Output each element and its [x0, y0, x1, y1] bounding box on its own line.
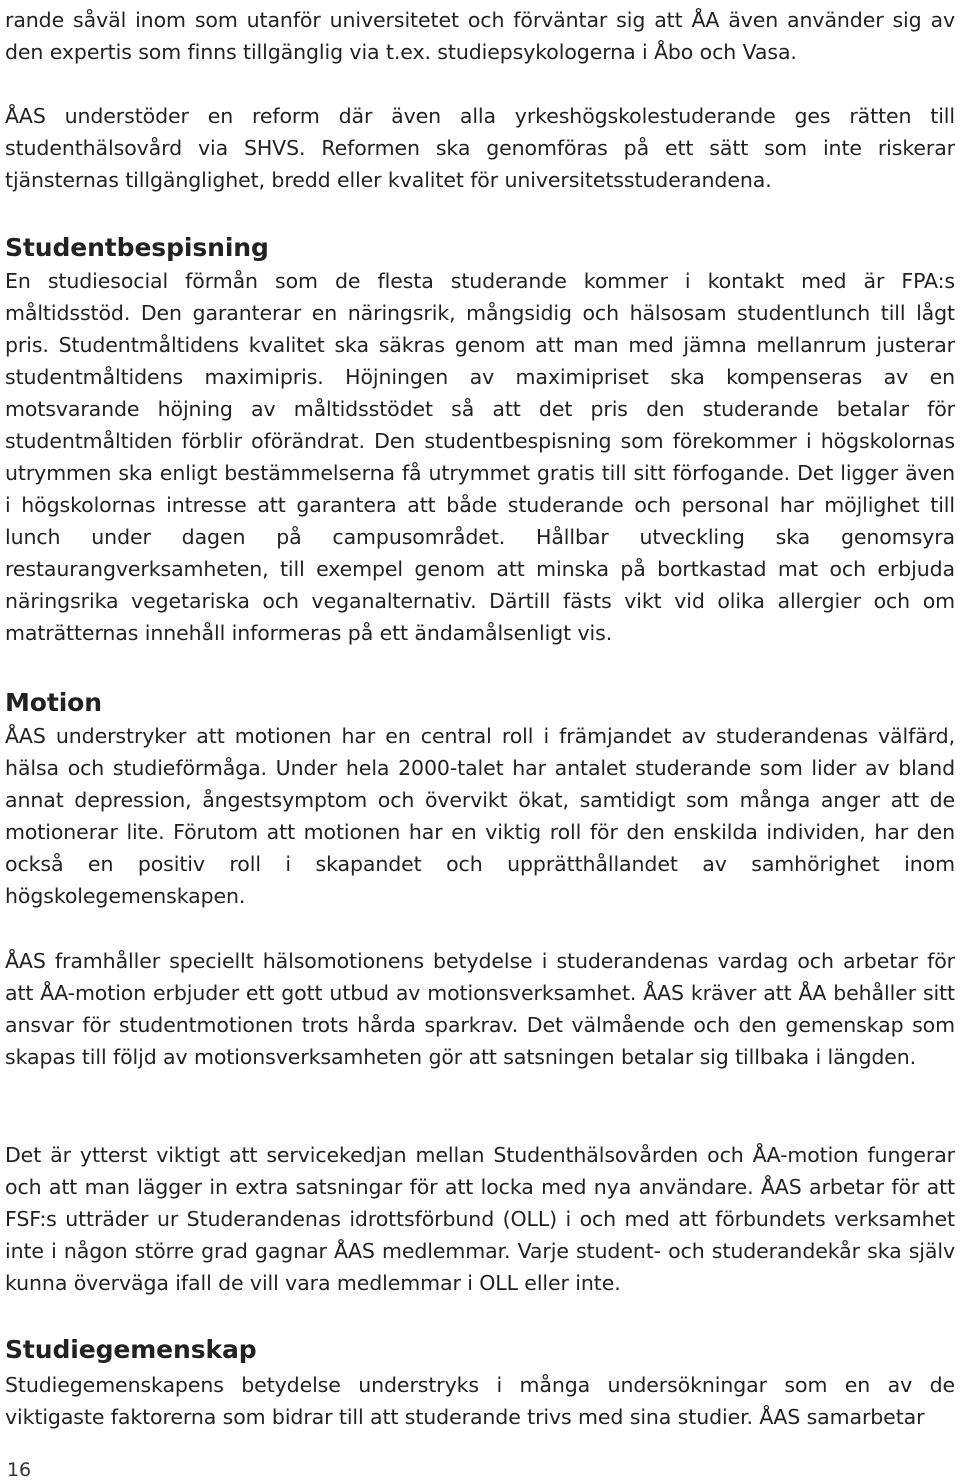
- page-number: 16: [7, 1459, 31, 1481]
- paragraph-motion-3: Det är ytterst viktigt att servicekedjan mellan Studenthälsovården och ÅA-motion fungerar och att man lägger in extra satsningar för att locka med nya användare. ÅAS arbetar för att FSF:s utträder ur Studerandenas idrottsförbund (OLL) i och med att förbundets verksamhet inte i någon större grad gagnar ÅAS medlemmar. Varje student- och studerandekår ska själv kunna överväga ifall de vill vara medlemmar i OLL eller inte.: [5, 1143, 955, 1295]
- paragraph-motion-1: ÅAS understryker att motionen har en central roll i främjandet av studerandenas välfärd, hälsa och studieförmåga. Under hela 2000-talet har antalet studerande som lider av bland annat depression, ångestsymptom och övervikt ökat, samtidigt som många anger att de motionerar lite. Förutom att motionen har en viktig roll för den enskilda individen, har den också en positiv roll i skapandet och upprätthållandet av samhörighet inom högskolegemenskapen.: [5, 724, 955, 908]
- paragraph-studentbespisning: En studiesocial förmån som de flesta studerande kommer i kontakt med är FPA:s måltidsstöd. Den garanterar en näringsrik, mångsidig och hälsosam studentlunch till lågt pris. Studentmåltidens kvalitet ska säkras genom att man med jämna mellanrum justerar studentmåltidens maximipris. Höjningen av maximipriset ska kompenseras av en motsvarande höjning av måltidsstödet så att det pris den studerande betalar för studentmåltiden förblir oförändrat. Den studentbespisning som förekommer i högskolornas utrymmen ska enligt bestämmelserna få utrymmet gratis till sitt förfogande. Det ligger även i högskolornas intresse att garantera att både studerande och personal har möjlighet till lunch under dagen på campusområdet. Hållbar utveckling ska genomsyra restaurangverksamheten, till exempel genom att minska på bortkastad mat och erbjuda näringsrika vegetariska och veganalternativ. Därtill fästs vikt vid olika allergier och om maträtternas innehåll informeras på ett ändamålsenligt vis.: [5, 269, 955, 645]
- paragraph-intro-continued: rande såväl inom som utanför universitetet och förväntar sig att ÅA även använder sig av den expertis som finns tillgänglig via t.ex. studiepsykologerna i Åbo och Vasa.: [5, 8, 955, 64]
- heading-studiegemenskap: Studiegemenskap: [5, 1335, 257, 1364]
- paragraph-motion-2: ÅAS framhåller speciellt hälsomotionens betydelse i studerandenas vardag och arbetar för att ÅA-motion erbjuder ett gott utbud av motionsverksamhet. ÅAS kräver att ÅA behåller sitt ansvar för studentmotionen trots hårda sparkrav. Det välmående och den gemenskap som skapas till följd av motionsverksamheten gör att satsningen betalar sig tillbaka i längden.: [5, 949, 955, 1069]
- paragraph-shvs-reform: ÅAS understöder en reform där även alla yrkeshögskolestuderande ges rätten till studenthälsovård via SHVS. Reformen ska genomföras på ett sätt som inte riskerar tjänsternas tillgänglighet, bredd eller kvalitet för universitetsstuderandena.: [5, 104, 955, 192]
- paragraph-studiegemenskap: Studiegemenskapens betydelse understryks i många undersökningar som en av de viktigaste faktorerna som bidrar till att studerande trivs med sina studier. ÅAS samarbetar: [5, 1373, 955, 1429]
- heading-studentbespisning: Studentbespisning: [5, 233, 269, 262]
- heading-motion: Motion: [5, 688, 102, 717]
